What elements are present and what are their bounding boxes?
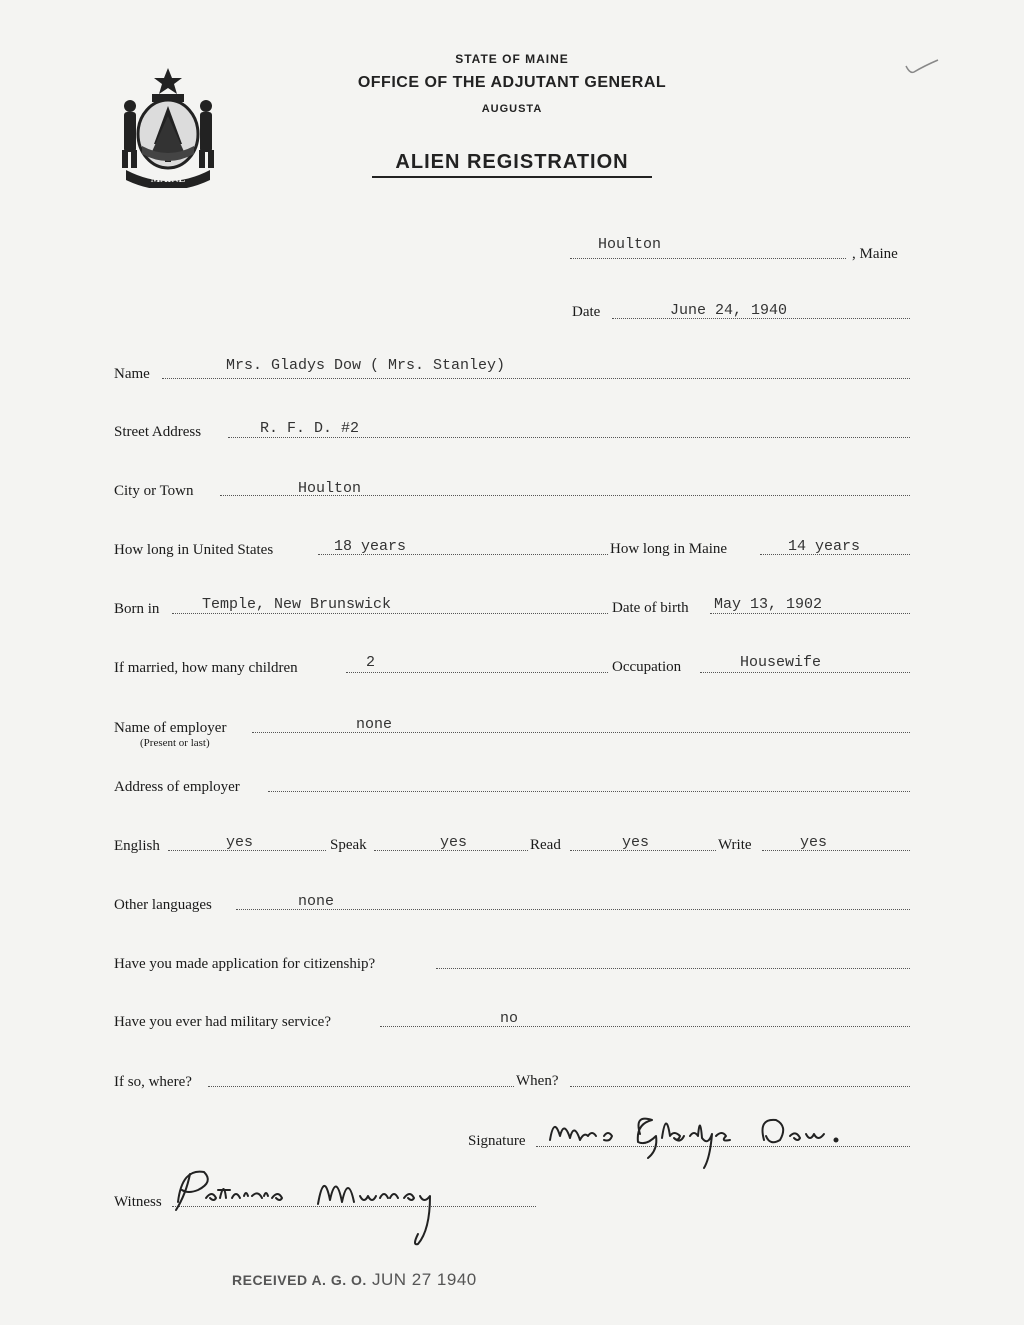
employer-address-line (268, 791, 910, 792)
children-label: If married, how many children (114, 660, 298, 676)
military-value[interactable]: no (500, 1010, 519, 1027)
seal-text: MAINE (150, 174, 186, 185)
write-line (762, 850, 910, 851)
us-duration-value[interactable]: 18 years (334, 538, 407, 555)
received-stamp (232, 1270, 477, 1290)
employer-sublabel: (Present or last) (140, 737, 210, 749)
occupation-label: Occupation (612, 659, 682, 675)
name-line (162, 378, 910, 379)
witness-label: Witness (114, 1194, 162, 1210)
form-title: ALIEN REGISTRATION (395, 151, 629, 173)
where-label: If so, where? (114, 1074, 192, 1090)
write-value[interactable]: yes (800, 834, 828, 851)
military-label: Have you ever had military service? (114, 1014, 331, 1030)
where-line (208, 1086, 514, 1087)
employer-address-label: Address of employer (114, 779, 240, 795)
born-in-value[interactable]: Temple, New Brunswick (202, 596, 392, 613)
speak-label: Speak (330, 837, 367, 853)
office-heading: OFFICE OF THE ADJUTANT GENERAL (357, 74, 667, 91)
occupation-value[interactable]: Housewife (740, 654, 822, 671)
when-label: When? (516, 1073, 559, 1089)
write-label: Write (718, 837, 752, 853)
place-value[interactable]: Houlton (598, 236, 662, 253)
read-value[interactable]: yes (622, 834, 650, 851)
employer-label: Name of employer (114, 720, 227, 736)
received-stamp-date: JUN 27 1940 (372, 1270, 477, 1289)
read-label: Read (530, 837, 561, 853)
military-line (380, 1026, 910, 1027)
birth-date-label: Date of birth (612, 600, 689, 616)
other-languages-line (236, 909, 910, 910)
citizenship-label: Have you made application for citizenship? (114, 956, 376, 972)
name-label: Name (114, 366, 150, 382)
maine-duration-value[interactable]: 14 years (788, 538, 861, 555)
applicant-signature (544, 1106, 874, 1176)
born-in-label: Born in (114, 601, 160, 617)
employer-value[interactable]: none (356, 716, 393, 733)
date-label: Date (572, 304, 601, 320)
street-line (228, 437, 910, 438)
street-label: Street Address (114, 424, 202, 440)
citizenship-line (436, 968, 910, 969)
employer-line (252, 732, 910, 733)
when-line (570, 1086, 910, 1087)
place-line (570, 258, 846, 259)
signature-label: Signature (468, 1133, 526, 1149)
city-heading: AUGUSTA (481, 103, 543, 115)
witness-signature (168, 1160, 488, 1250)
state-heading: STATE OF MAINE (455, 52, 569, 66)
maine-duration-label: How long in Maine (610, 541, 728, 557)
place-suffix: , Maine (852, 246, 898, 262)
other-languages-label: Other languages (114, 897, 212, 913)
children-value[interactable]: 2 (366, 654, 376, 671)
title-underline (372, 176, 652, 178)
date-value[interactable]: June 24, 1940 (670, 302, 788, 319)
birth-date-line (710, 613, 910, 614)
check-mark-icon (904, 58, 940, 78)
english-label: English (114, 838, 160, 854)
city-value[interactable]: Houlton (298, 480, 362, 497)
city-label: City or Town (114, 483, 194, 499)
other-languages-value[interactable]: none (298, 893, 335, 910)
english-value[interactable]: yes (226, 834, 254, 851)
children-line (346, 672, 608, 673)
speak-value[interactable]: yes (440, 834, 468, 851)
born-in-line (172, 613, 608, 614)
state-seal-icon (116, 64, 220, 188)
occupation-line (700, 672, 910, 673)
received-stamp-label: RECEIVED A. G. O. (232, 1272, 367, 1288)
birth-date-value[interactable]: May 13, 1902 (714, 596, 823, 613)
us-duration-label: How long in United States (114, 542, 274, 558)
name-value[interactable]: Mrs. Gladys Dow ( Mrs. Stanley) (226, 357, 506, 374)
street-value[interactable]: R. F. D. #2 (260, 420, 360, 437)
